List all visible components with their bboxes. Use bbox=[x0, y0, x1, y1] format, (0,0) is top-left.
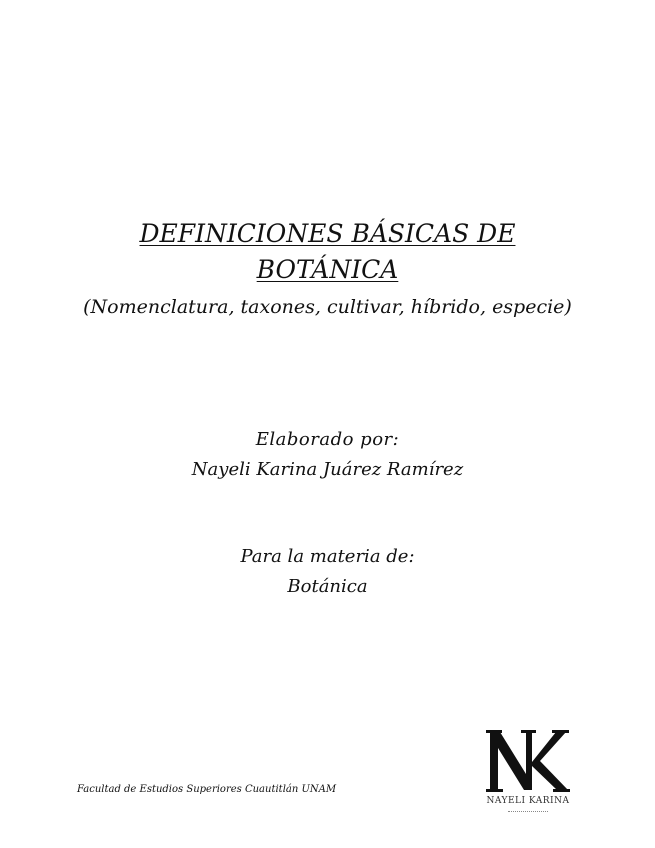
document-title-line-2: BOTÁNICA bbox=[256, 255, 399, 284]
document-title-line-1: DEFINICIONES BÁSICAS DE bbox=[139, 219, 516, 248]
materia-label: Para la materia de: bbox=[240, 546, 415, 567]
logo-tagline-dots bbox=[508, 811, 548, 815]
nk-monogram-icon bbox=[486, 728, 570, 794]
footer-institution: Facultad de Estudios Superiores Cuautitlán UNAM bbox=[77, 784, 337, 795]
elaborado-label: Elaborado por: bbox=[255, 429, 400, 450]
materia-name: Botánica bbox=[287, 576, 368, 597]
logo-name: NAYELI KARINA bbox=[486, 796, 570, 806]
author-name: Nayeli Karina Juárez Ramírez bbox=[191, 459, 464, 480]
nk-logo bbox=[478, 728, 578, 820]
document-subtitle: (Nomenclatura, taxones, cultivar, híbrido, especie) bbox=[83, 296, 572, 318]
